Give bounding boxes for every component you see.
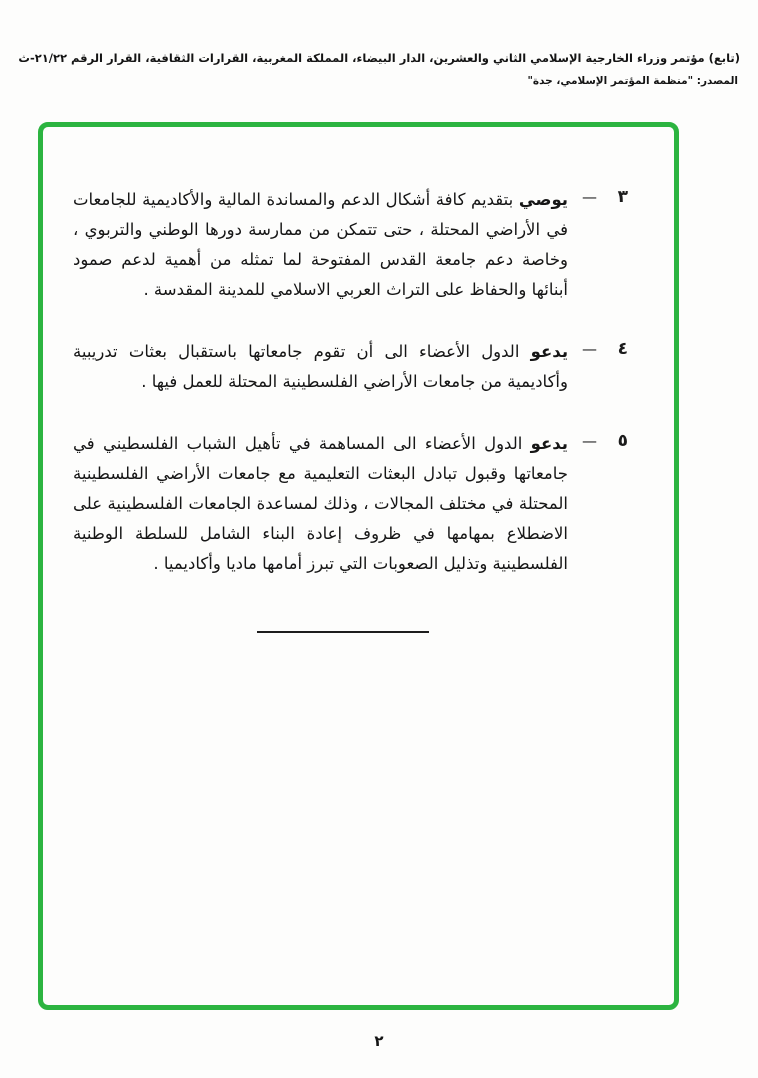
resolution-item [73, 185, 628, 305]
item-body-text: بتقديم كافة أشكال الدعم والمساندة المالية والأكاديمية للجامعات في الأراضي المحتلة ، حتى تتمكن من ممارسة دورها الوطني والتربوي ، وخاصة دعم جامعة القدس المفتوحة لما تمثله من أهمية لدعم صمود أبنائها والحفاظ على التراث العربي الاسلامي للمدينة المقدسة . [73, 190, 568, 299]
resolution-body [43, 127, 674, 1005]
item-marker [582, 337, 628, 397]
item-body-text: الدول الأعضاء الى المساهمة في تأهيل الشباب الفلسطيني في جامعاتها وقبول تبادل البعثات التعليمية مع جامعات الأراضي الفلسطينية المحتلة في مختلف المجالات ، وذلك لمساعدة الجامعات الفلسطينية على الاضطلاع بمهامها في ظروف إعادة البناء الشامل للسلطة الوطنية الفلسطينية وتذليل الصعوبات التي تبرز أمامها ماديا وأكاديميا . [73, 434, 568, 573]
item-lead-word: يدعو [530, 342, 569, 361]
item-marker [582, 429, 628, 579]
item-body-text: الدول الأعضاء الى أن تقوم جامعاتها باستقبال بعثات تدريبية وأكاديمية من جامعات الأراضي الفلسطينية المحتلة للعمل فيها . [73, 342, 568, 391]
section-separator [257, 631, 429, 633]
item-dash: — [582, 188, 597, 206]
item-marker [582, 185, 628, 305]
item-paragraph [73, 337, 568, 397]
resolution-item [73, 429, 628, 579]
item-lead-word: يدعو [530, 434, 568, 453]
content-border-box [38, 122, 679, 1010]
item-lead-word: يوصي [518, 190, 568, 209]
header-source-line: المصدر: "منظمة المؤتمر الإسلامي، جدة" [527, 75, 738, 87]
item-number: ٣ [617, 187, 628, 207]
item-paragraph [73, 429, 568, 579]
page-number: ٢ [374, 1032, 384, 1050]
header-citation-line: (تابع) مؤتمر وزراء الخارجية الإسلامي الثاني والعشرين، الدار البيضاء، المملكة المغربية، القرارات الثقافية، القرار الرقم ٢١/٢٢-ث [18, 51, 740, 65]
resolution-item [73, 337, 628, 397]
item-number: ٥ [617, 431, 628, 451]
item-paragraph [73, 185, 568, 305]
item-dash: — [582, 432, 597, 450]
item-dash: — [582, 340, 597, 358]
document-header [18, 50, 740, 87]
item-number: ٤ [617, 339, 628, 359]
